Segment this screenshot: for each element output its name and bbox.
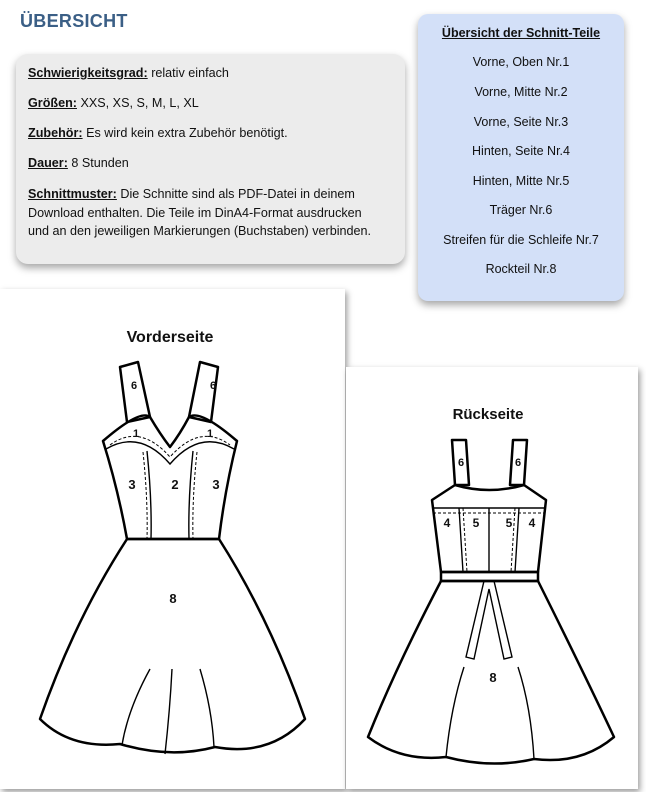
front-label-top-left: 1 xyxy=(132,428,140,440)
back-label-center-right: 5 xyxy=(505,516,513,530)
front-skirt-fold xyxy=(165,669,172,754)
front-seam-left xyxy=(147,451,151,539)
front-dress-drawing xyxy=(0,289,345,789)
front-label-side-right: 3 xyxy=(212,477,220,492)
pattern-text-3: und an den jeweiligen Markierungen (Buchstaben) verbinden. xyxy=(28,224,372,238)
sizes-value: XXS, XS, S, M, L, XL xyxy=(80,96,199,110)
back-dress-drawing xyxy=(346,367,638,789)
pattern-label: Schnittmuster: xyxy=(28,187,117,201)
front-label-center: 2 xyxy=(171,477,179,492)
pattern-row xyxy=(28,185,400,241)
page-title: ÜBERSICHT xyxy=(20,11,128,31)
duration-value: 8 Stunden xyxy=(71,156,129,170)
part-item: Träger Nr.6 xyxy=(489,203,553,217)
parts-title: Übersicht der Schnitt-Teile xyxy=(441,26,601,40)
front-label-top-right: 1 xyxy=(206,428,214,440)
pattern-parts-box xyxy=(418,14,624,301)
part-item: Rockteil Nr.8 xyxy=(485,262,557,276)
sizes-row xyxy=(28,94,400,113)
front-label-skirt: 8 xyxy=(169,591,177,606)
front-strap-left xyxy=(120,362,150,422)
front-skirt-fold xyxy=(200,669,214,747)
front-stitch-right xyxy=(193,452,197,539)
back-seam xyxy=(459,508,463,572)
back-skirt-fold xyxy=(518,667,534,759)
duration-label: Dauer: xyxy=(28,156,68,170)
back-label-strap-left: 6 xyxy=(457,457,465,469)
sizes-label: Größen: xyxy=(28,96,77,110)
back-bow-ties xyxy=(466,581,512,659)
front-label-strap-left: 6 xyxy=(130,380,138,392)
back-dress-sheet xyxy=(346,367,638,789)
accessories-label: Zubehör: xyxy=(28,126,83,140)
accessories-value: Es wird kein extra Zubehör benötigt. xyxy=(86,126,288,140)
back-title: Rückseite xyxy=(452,406,524,423)
front-title: Vorderseite xyxy=(126,329,214,346)
info-box xyxy=(16,54,405,264)
front-dress-sheet xyxy=(0,289,345,789)
front-stitch-left xyxy=(143,452,147,539)
part-item: Hinten, Mitte Nr.5 xyxy=(472,174,570,188)
pattern-text-2: Download enthalten. Die Teile im DinA4-Format ausdrucken xyxy=(28,205,362,220)
back-seam xyxy=(515,508,519,572)
back-label-skirt: 8 xyxy=(489,670,497,685)
part-item: Vorne, Seite Nr.3 xyxy=(473,115,569,129)
front-seam-right xyxy=(189,451,193,539)
front-strap-right xyxy=(189,362,218,422)
back-waistband xyxy=(441,572,538,581)
part-item: Streifen für die Schleife Nr.7 xyxy=(443,233,599,247)
front-label-side-left: 3 xyxy=(128,477,136,492)
accessories-row xyxy=(28,124,400,143)
difficulty-row xyxy=(28,64,400,83)
pattern-text-1: Die Schnitte sind als PDF-Datei in deinem xyxy=(120,187,355,201)
back-skirt-fold xyxy=(446,667,464,757)
back-label-side-left: 4 xyxy=(443,516,451,530)
front-skirt-fold xyxy=(122,669,150,745)
difficulty-value: relativ einfach xyxy=(151,66,229,80)
front-label-strap-right: 6 xyxy=(209,380,217,392)
part-item: Vorne, Mitte Nr.2 xyxy=(474,85,568,99)
back-stitch xyxy=(463,508,467,572)
back-label-strap-right: 6 xyxy=(514,457,522,469)
difficulty-label: Schwierigkeitsgrad: xyxy=(28,66,148,80)
part-item: Hinten, Seite Nr.4 xyxy=(472,144,570,158)
front-skirt xyxy=(40,539,305,752)
duration-row xyxy=(28,154,400,173)
part-item: Vorne, Oben Nr.1 xyxy=(472,55,570,69)
back-label-center-left: 5 xyxy=(472,516,480,530)
back-label-side-right: 4 xyxy=(528,516,536,530)
